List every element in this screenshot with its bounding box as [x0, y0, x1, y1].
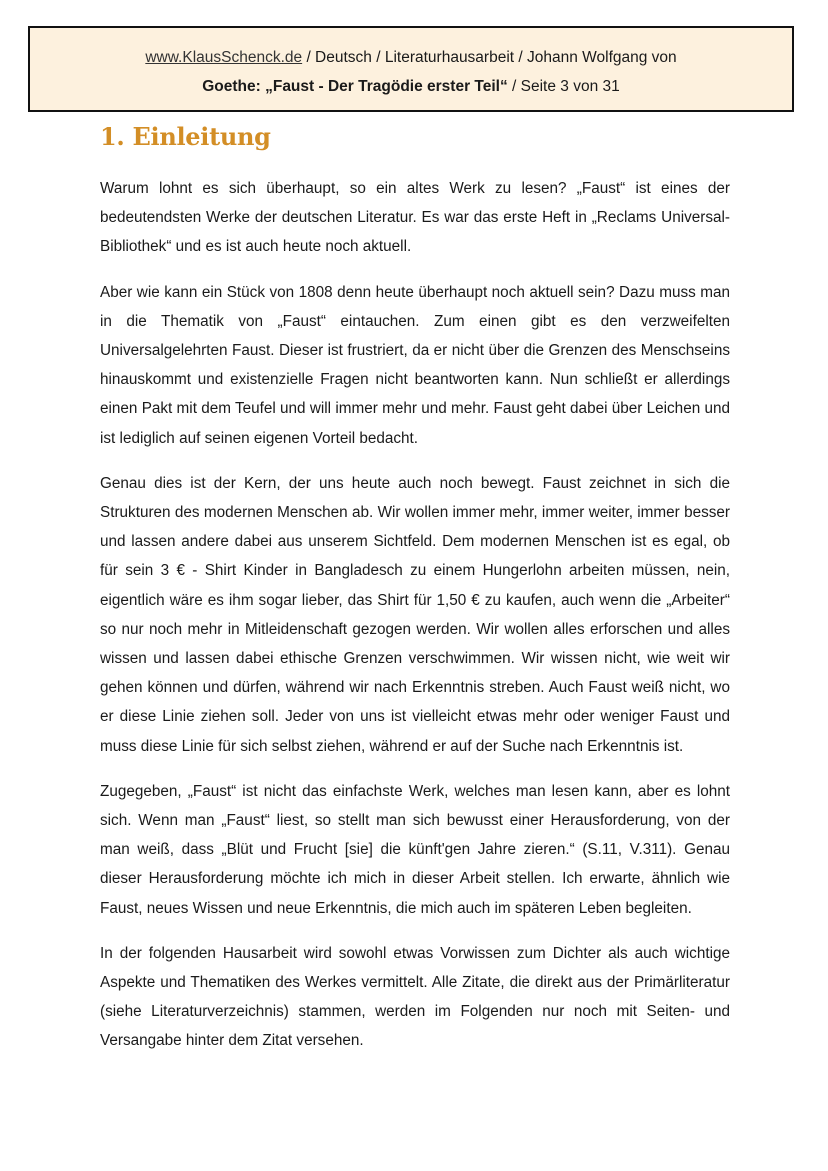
paragraph: Aber wie kann ein Stück von 1808 denn heute überhaupt noch aktuell sein? Dazu muss man in die Thematik von „Faust“ eintauchen. Zum einen gibt es den verzweifelten Universalgelehrten Faust. Dieser ist frustriert, da er nicht über die Grenzen des Menschseins hinauskommt und existenzielle Fragen nicht beantworten kann. Nun schließt er allerdings einen Pakt mit dem Teufel und will immer mehr und mehr. Faust geht dabei über Leichen und ist lediglich auf seinen eigenen Vorteil bedacht.	[100, 283, 730, 447]
body-text	[100, 174, 730, 1072]
paragraph: In der folgenden Hausarbeit wird sowohl etwas Vorwissen zum Dichter als auch wichtige Aspekte und Thematiken des Werkes vermittelt. Alle Zitate, die direkt aus der Primärliteratur (siehe Literaturverzeichnis) stammen, werden im Folgenden nur noch mit Seiten- und Versangabe hinter dem Zitat versehen.	[100, 944, 730, 1050]
header-path: / Deutsch / Literaturhausarbeit / Johann Wolfgang von	[302, 49, 677, 66]
header-line-1	[30, 43, 792, 72]
paragraph: Zugegeben, „Faust“ ist nicht das einfachste Werk, welches man lesen kann, aber es lohnt sich. Wenn man „Faust“ liest, so stellt man sich bewusst einer Herausforderung, von der man weiß, dass „Blüt und Frucht [sie] die künft'gen Jahre zieren.“ (S.11, V.311). Genau dieser Herausforderung möchte ich mich in dieser Arbeit stellen. Ich erwarte, ähnlich wie Faust, neues Wissen und neue Erkenntnis, die mich auch im späteren Leben begleiten.	[100, 782, 730, 917]
site-link[interactable]: www.KlausSchenck.de	[145, 49, 303, 66]
paragraph: Warum lohnt es sich überhaupt, so ein altes Werk zu lesen? „Faust“ ist eines der bedeutendsten Werke der deutschen Literatur. Es war das erste Heft in „Reclams Universal-Bibliothek“ und es ist auch heute noch aktuell.	[100, 180, 730, 256]
header-line-2	[30, 72, 792, 101]
page-number: / Seite 3 von 31	[507, 78, 620, 95]
header-work-title: Goethe: „Faust - Der Tragödie erster Teil“	[202, 78, 508, 95]
section-heading: 1. Einleitung	[100, 122, 271, 151]
page-header	[28, 26, 794, 112]
paragraph: Genau dies ist der Kern, der uns heute auch noch bewegt. Faust zeichnet in sich die Strukturen des modernen Menschen ab. Wir wollen immer mehr, immer weiter, immer besser und lassen andere dabei aus unserem Sichtfeld. Dem modernen Menschen ist es egal, ob für sein 3 € - Shirt Kinder in Bangladesch zu einem Hungerlohn arbeiten müssen, nein, eigentlich wäre es ihm sogar lieber, das Shirt für 1,50 € zu kaufen, auch wenn die „Arbeiter“ so nur noch mehr in Mitleidenschaft gezogen werden. Wir wollen alles erforschen und alles wissen und lassen dabei ethische Grenzen verschwimmen. Wir wissen nicht, wie weit wir gehen können und dürfen, während wir nach Erkenntnis streben. Auch Faust weiß nicht, wo er diese Linie ziehen soll. Jeder von uns ist vielleicht etwas mehr oder weniger Faust und muss diese Linie für sich selbst ziehen, während er auf der Suche nach Erkenntnis ist.	[100, 474, 730, 755]
